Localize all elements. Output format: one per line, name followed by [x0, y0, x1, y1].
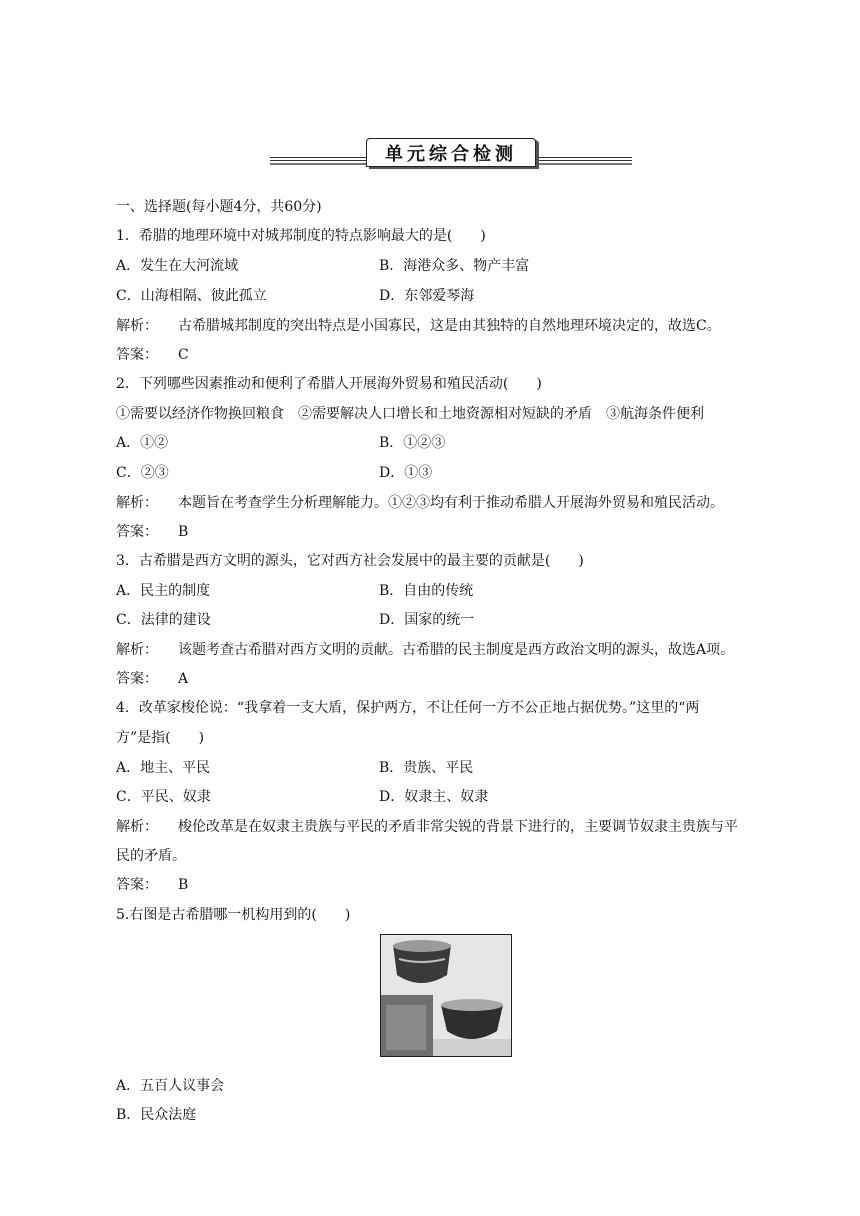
q2-stem: 2．下列哪些因素推动和便利了希腊人开展海外贸易和殖民活动( ) — [116, 376, 542, 392]
q2-option-d: D．①③ — [379, 465, 433, 481]
q3-option-d: D．国家的统一 — [379, 612, 475, 628]
q3-option-c: C．法律的建设 — [116, 612, 211, 628]
q2-option-a: A．①② — [116, 435, 169, 451]
q3-option-b: B．自由的传统 — [379, 583, 474, 599]
q4-option-d: D．奴隶主、奴隶 — [379, 789, 489, 805]
q5-option-b: B．民众法庭 — [116, 1107, 197, 1123]
q4-option-a: A．地主、平民 — [116, 760, 211, 776]
pottery-photo — [380, 934, 512, 1057]
q4-stem-line1: 4．改革家梭伦说：“我拿着一支大盾，保护两方，不让任何一方不公正地占据优势。”这里的“两 — [116, 700, 700, 716]
q4-analysis-line1 — [116, 816, 738, 836]
analysis-text: 梭伦改革是在奴隶主贵族与平民的矛盾非常尖锐的背景下进行的，主要调节奴隶主贵族与平 — [178, 819, 738, 835]
q2-option-c: C．②③ — [116, 465, 169, 481]
analysis-label: 解析： — [116, 495, 158, 511]
analysis-label: 解析： — [116, 318, 158, 334]
q4-analysis-line2: 民的矛盾。 — [116, 848, 186, 864]
q1-stem: 1．希腊的地理环境中对城邦制度的特点影响最大的是( ) — [116, 228, 486, 244]
q4-answer — [116, 874, 188, 894]
q2-option-b: B．①②③ — [379, 435, 446, 451]
answer-value: B — [178, 877, 189, 893]
q3-analysis — [116, 639, 734, 659]
answer-value: B — [178, 524, 189, 540]
q5-stem: 5.右图是古希腊哪一机构用到的( ) — [116, 907, 351, 923]
q1-option-d: D．东邻爱琴海 — [379, 288, 475, 304]
q1-option-a: A．发生在大河流域 — [116, 258, 239, 274]
q1-analysis — [116, 315, 721, 335]
answer-label: 答案： — [116, 524, 158, 540]
q4-stem-line2: 方”是指( ) — [116, 730, 205, 746]
q5-option-a: A．五百人议事会 — [116, 1078, 225, 1094]
section-banner — [270, 138, 632, 168]
banner-title: 单元综合检测 — [366, 138, 536, 167]
q3-answer — [116, 668, 188, 688]
analysis-text: 该题考查古希腊对西方文明的贡献。古希腊的民主制度是西方政治文明的源头，故选A项。 — [178, 642, 735, 658]
answer-label: 答案： — [116, 347, 158, 363]
answer-label: 答案： — [116, 671, 158, 687]
analysis-text: 古希腊城邦制度的突出特点是小国寡民，这是由其独特的自然地理环境决定的，故选C。 — [178, 318, 721, 334]
q2-answer — [116, 521, 188, 541]
q1-option-c: C．山海相隔、彼此孤立 — [116, 288, 267, 304]
answer-value: C — [178, 347, 189, 363]
q1-option-b: B．海港众多、物产丰富 — [379, 258, 530, 274]
q2-items: ①需要以经济作物换回粮食 ②需要解决人口增长和土地资源相对短缺的矛盾 ③航海条件便利 — [116, 406, 704, 422]
q1-answer — [116, 344, 189, 364]
analysis-text: 本题旨在考查学生分析理解能力。①②③均有利于推动希腊人开展海外贸易和殖民活动。 — [178, 495, 724, 511]
analysis-label: 解析： — [116, 819, 158, 835]
q3-stem: 3．古希腊是西方文明的源头，它对西方社会发展中的最主要的贡献是( ) — [116, 553, 584, 569]
q4-option-c: C．平民、奴隶 — [116, 789, 211, 805]
answer-label: 答案： — [116, 877, 158, 893]
q4-option-b: B．贵族、平民 — [379, 760, 474, 776]
section-heading: 一、选择题(每小题4分，共60分) — [116, 199, 322, 215]
q3-option-a: A．民主的制度 — [116, 583, 211, 599]
answer-value: A — [178, 671, 189, 687]
analysis-label: 解析： — [116, 642, 158, 658]
q2-analysis — [116, 492, 724, 512]
